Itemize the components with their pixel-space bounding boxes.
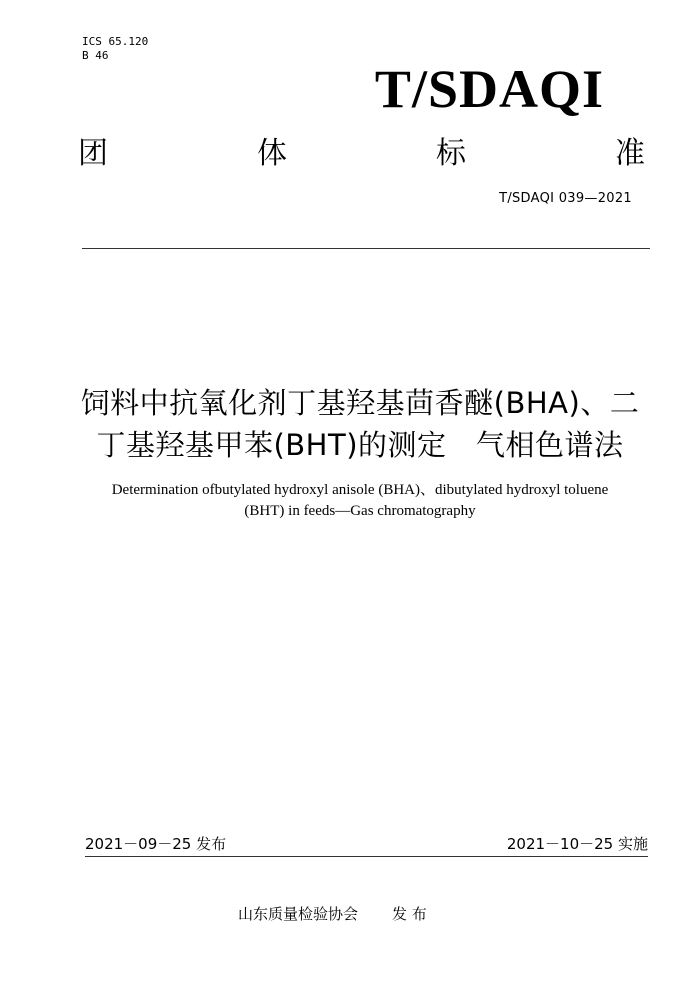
top-divider <box>82 248 650 249</box>
title-en-line: Determination ofbutylated hydroxyl anisole (BHA)、dibutylated hydroxyl toluene <box>111 482 609 498</box>
ics-code: ICS 65.120 <box>82 35 149 48</box>
standard-brand: T/SDAQI <box>374 59 604 119</box>
standard-type-char: 团 <box>78 136 108 171</box>
title-english <box>60 480 660 522</box>
standard-type-char: 体 <box>257 136 287 171</box>
ccs-code: B 46 <box>82 49 109 62</box>
title-en-line: (BHT) in feeds—Gas chromatography <box>244 503 476 519</box>
standard-type-char: 标 <box>436 136 466 171</box>
publisher-name: 山东质量检验协会 <box>238 905 359 923</box>
title-zh-line: 饲料中抗氧化剂丁基羟基茴香醚(BHA)、二 <box>80 386 640 420</box>
standard-type <box>78 134 645 174</box>
publisher-action: 发 布 <box>392 905 427 923</box>
standard-type-char: 准 <box>615 136 645 171</box>
title-chinese <box>60 382 660 466</box>
publisher <box>238 904 427 924</box>
title-zh-line: 丁基羟基甲苯(BHT)的测定 气相色谱法 <box>96 428 624 462</box>
issue-date: 2021－09－25 发布 <box>85 835 227 853</box>
implementation-date: 2021－10－25 实施 <box>506 835 648 853</box>
standard-number: T/SDAQI 039—2021 <box>499 191 632 206</box>
bottom-divider <box>85 856 648 857</box>
